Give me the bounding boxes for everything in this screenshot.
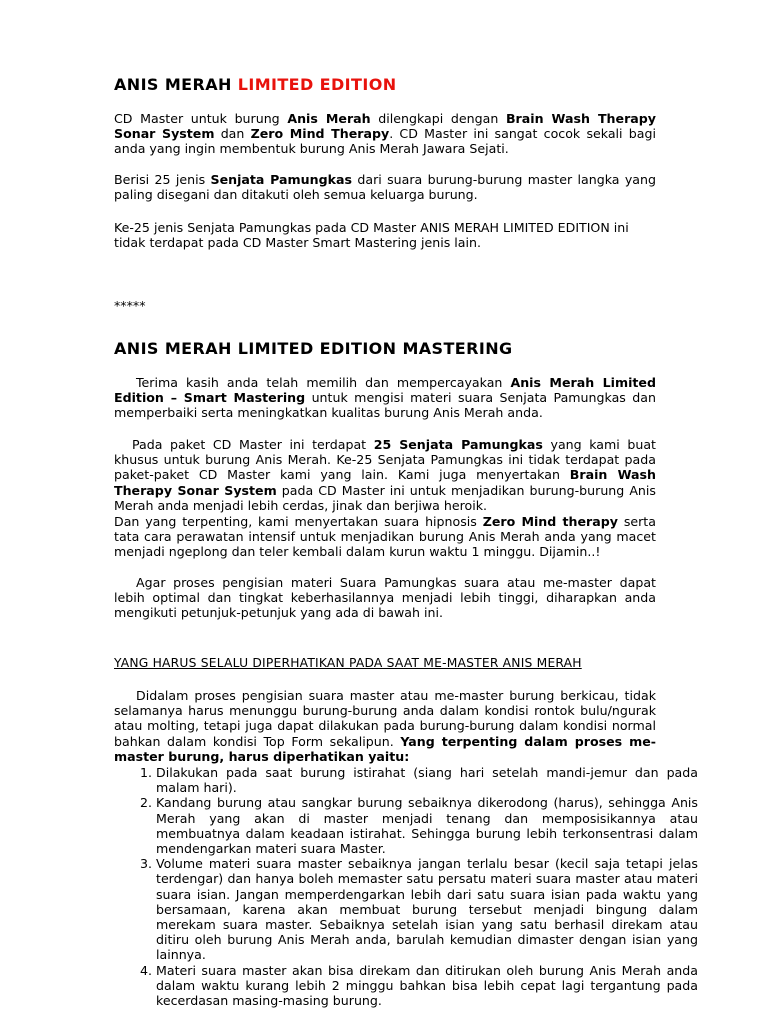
text: Terima kasih anda telah memilih dan mempercayakan	[136, 375, 503, 390]
list-item: 2. Kandang burung atau sangkar burung sebaiknya dikerodong (harus), sehingga Anis Merah yang akan di master menjadi tenang dan memposisikannya atau membuatnya dalam keadaan istirahat. Sehingga burung lebih terkonsentrasi dalam mendengarkan materi suara Master.	[156, 795, 698, 856]
bold-text: Senjata Pamungkas	[210, 172, 352, 187]
text: Pada paket CD Master ini terdapat	[132, 437, 367, 452]
bold-text: Zero Mind Therapy	[250, 126, 390, 142]
paragraph	[114, 172, 656, 202]
text: dari suara burung-burung master langka yang paling disegani dan ditakuti oleh semua keluarga burung.	[114, 172, 656, 203]
section-heading-3: YANG HARUS SELALU DIPERHATIKAN PADA SAAT ME-MASTER ANIS MERAH	[114, 656, 582, 670]
numbered-list	[114, 765, 698, 1008]
text: dan	[220, 126, 245, 142]
list-item: 1. Dilakukan pada saat burung istirahat (siang hari setelah mandi-jemur dan pada malam hari).	[156, 765, 698, 795]
paragraph	[114, 437, 656, 513]
text: Didalam proses pengisian suara master atau me-master burung berkicau, tidak selamanya harus menunggu burung-burung anda dalam kondisi rontok bulu/ngurak atau molting, tetapi juga dapat dilakukan pada burung-burung dalam kondisi normal bahkan dalam kondisi Top Form sekalipun.	[114, 688, 656, 749]
separator: *****	[114, 298, 146, 313]
bold-text: Anis Merah	[287, 111, 371, 126]
text: Dan yang terpenting, kami menyertakan suara hipnosis	[114, 514, 477, 529]
bold-text: Brain Wash Therapy Sonar System	[114, 467, 656, 498]
paragraph	[114, 111, 656, 157]
bold-text: Brain Wash Therapy Sonar System	[114, 111, 656, 142]
text: dilengkapi dengan	[378, 111, 499, 126]
paragraph	[114, 375, 656, 421]
bold-text: Yang terpenting dalam proses me-master burung, harus diperhatikan yaitu:	[114, 733, 656, 764]
text: Berisi 25 jenis	[114, 172, 206, 187]
section-title-2: ANIS MERAH LIMITED EDITION MASTERING	[114, 339, 513, 358]
text: yang kami buat khusus untuk burung Anis Merah. Ke-25 Senjata Pamungkas ini tidak terdapat pada paket-paket CD Master kami yang lain. Kami juga menyertakan	[114, 437, 656, 483]
bold-text: Zero Mind therapy	[482, 514, 618, 529]
paragraph: Ke-25 jenis Senjata Pamungkas pada CD Master ANIS MERAH LIMITED EDITION ini tidak terdapat pada CD Master Smart Mastering jenis lain.	[114, 220, 629, 251]
text: Agar proses pengisian materi Suara Pamungkas suara atau me-master dapat lebih optimal dan tingkat keberhasilannya menjadi lebih tinggi, diharapkan anda mengikuti petunjuk-petunjuk yang ada di bawah ini.	[114, 575, 656, 621]
text: untuk mengisi materi suara Senjata Pamungkas dan memperbaiki serta meningkatkan kualitas burung Anis Merah anda.	[114, 390, 656, 421]
text: . CD Master ini sangat cocok sekali bagi anda yang ingin membentuk burung Anis Merah Jawara Sejati.	[114, 126, 656, 157]
paragraph	[114, 514, 656, 560]
bold-text: 25 Senjata Pamungkas	[373, 437, 543, 452]
text: serta tata cara perawatan intensif untuk menjadikan burung Anis Merah anda yang macet menjadi ngeplong dan teler kembali dalam kurun waktu 1 minggu. Dijamin..!	[114, 514, 656, 560]
title-part-red: LIMITED EDITION	[237, 75, 397, 94]
list-item: 4. Materi suara master akan bisa direkam dan ditirukan oleh burung Anis Merah anda dalam waktu kurang lebih 2 minggu bahkan bisa lebih cepat lagi tergantung pada kecerdasan masing-masing burung.	[156, 963, 698, 1009]
list-item: 3. Volume materi suara master sebaiknya jangan terlalu besar (kecil saja tetapi jelas terdengar) dan hanya boleh memaster satu persatu materi suara master atau materi suara isian. Jangan memperdengarkan lebih dari satu suara isian pada waktu yang bersamaan, karena akan membuat burung tersebut menjadi bingung dalam merekam suara master. Sebaiknya setelah isian yang satu berhasil direkam atau ditiru oleh burung Anis Merah anda, barulah kemudian dimaster dengan isian yang lainnya.	[156, 856, 698, 962]
section-title-1	[114, 75, 656, 95]
title-part-black: ANIS MERAH	[114, 75, 232, 94]
bold-text: Anis Merah Limited Edition – Smart Mastering	[114, 375, 656, 406]
text: CD Master untuk burung	[114, 111, 280, 126]
paragraph	[114, 575, 656, 621]
paragraph	[114, 688, 656, 764]
text: pada CD Master ini untuk menjadikan burung-burung Anis Merah anda menjadi lebih cerdas, jinak dan berjiwa heroik.	[114, 482, 656, 513]
